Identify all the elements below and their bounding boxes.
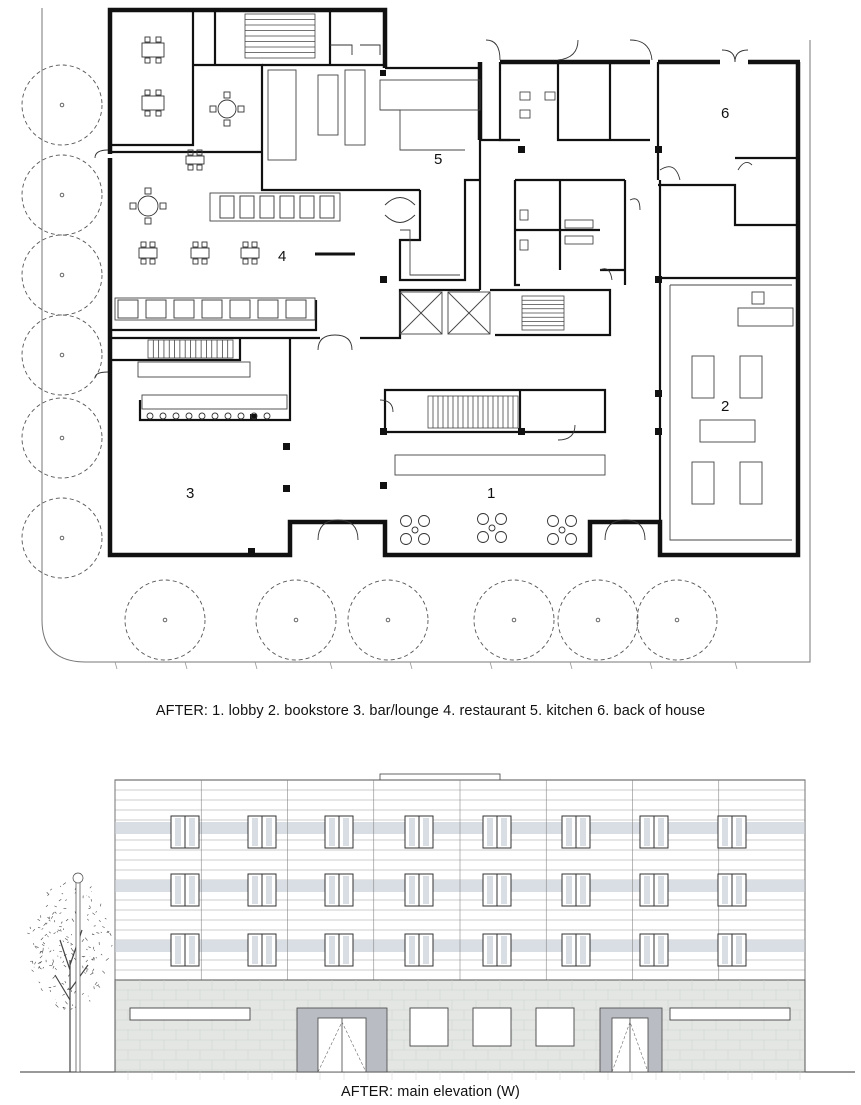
floor-plan-caption: AFTER: 1. lobby 2. bookstore 3. bar/lounge 4. restaurant 5. kitchen 6. back of house xyxy=(155,703,706,719)
bar-stool xyxy=(225,413,231,419)
window-glass xyxy=(722,818,728,846)
tree-leaf xyxy=(61,922,62,924)
table xyxy=(139,248,157,258)
elevation-tree xyxy=(27,883,112,1072)
chair xyxy=(145,111,150,116)
tree-leaf xyxy=(87,919,89,921)
tree-leaf xyxy=(54,933,56,934)
lounge-chair xyxy=(566,534,577,545)
chair xyxy=(150,259,155,264)
tree-leaf xyxy=(41,938,43,940)
tree-leaf xyxy=(85,972,86,973)
tree-leaf xyxy=(46,905,48,907)
window-glass xyxy=(722,936,728,964)
tree-trunk xyxy=(60,103,64,107)
window-glass xyxy=(501,876,507,904)
tree-leaf xyxy=(52,912,54,914)
tree-leaf xyxy=(50,951,52,953)
tree-leaf xyxy=(56,1005,59,1008)
tree-canopy xyxy=(348,580,428,660)
chair xyxy=(145,37,150,42)
tree-leaf xyxy=(106,958,109,960)
tree-leaf xyxy=(98,986,100,988)
tree-leaf xyxy=(59,899,61,901)
tree-leaf xyxy=(58,956,59,957)
booth-seat xyxy=(258,300,278,318)
chair xyxy=(193,259,198,264)
tree-leaf xyxy=(72,919,74,922)
entrance-right xyxy=(600,1008,662,1072)
tree-leaf xyxy=(83,956,85,957)
window-glass xyxy=(343,876,349,904)
interior-walls xyxy=(110,10,798,522)
tree-leaf xyxy=(90,973,93,975)
curb-ticks xyxy=(115,662,737,669)
tree-leaf xyxy=(88,914,89,916)
tree-leaf xyxy=(65,981,66,983)
tree-leaf xyxy=(88,947,90,948)
window-glass xyxy=(343,818,349,846)
room-label-6: 6 xyxy=(721,105,730,122)
window-glass xyxy=(658,876,664,904)
tree-trunk xyxy=(596,618,600,622)
tree-canopy xyxy=(125,580,205,660)
sofa xyxy=(320,196,334,218)
window-glass xyxy=(266,876,272,904)
lounge-chair xyxy=(559,527,565,533)
tree-leaf xyxy=(56,1003,57,1004)
lounge-chair xyxy=(548,516,559,527)
tree-leaf xyxy=(47,892,49,894)
main-elevation xyxy=(0,760,861,1080)
window-glass xyxy=(252,876,258,904)
tree-leaf xyxy=(60,886,61,887)
window-glass xyxy=(722,876,728,904)
tree-leaf xyxy=(66,919,68,921)
lounge-chair xyxy=(401,516,412,527)
tree-leaf xyxy=(39,982,40,983)
round-table xyxy=(138,196,158,216)
chair xyxy=(145,58,150,63)
window-glass xyxy=(423,818,429,846)
window-glass xyxy=(580,818,586,846)
window-glass xyxy=(175,936,181,964)
room-label-2: 2 xyxy=(721,398,730,415)
window-glass xyxy=(409,818,415,846)
street-trees xyxy=(22,65,717,660)
sofa xyxy=(280,196,294,218)
cladding-lines xyxy=(115,780,805,980)
tree-canopy xyxy=(22,155,102,235)
tree-trunk xyxy=(512,618,516,622)
stone-base xyxy=(115,980,805,1072)
bar-stool xyxy=(186,413,192,419)
window-glass xyxy=(644,936,650,964)
tree-leaf xyxy=(32,970,34,972)
tree-leaf xyxy=(42,951,43,953)
tree-leaf xyxy=(33,943,34,945)
tree-leaf xyxy=(101,932,102,933)
tree-leaf xyxy=(89,897,90,898)
lounge-chair xyxy=(412,527,418,533)
room-label-1: 1 xyxy=(487,485,496,502)
tree-leaf xyxy=(27,933,30,934)
chair xyxy=(210,106,216,112)
window-glass xyxy=(501,818,507,846)
window-glass xyxy=(266,818,272,846)
window-glass xyxy=(580,876,586,904)
tree-leaf xyxy=(71,1008,73,1009)
tree-leaf xyxy=(86,960,88,962)
columns xyxy=(248,70,662,555)
tree-leaf xyxy=(94,986,95,989)
tree-leaf xyxy=(90,887,92,889)
bar-stool xyxy=(199,413,205,419)
chair xyxy=(156,58,161,63)
lounge-chair xyxy=(566,516,577,527)
chair xyxy=(141,242,146,247)
elevation-caption: AFTER: main elevation (W) xyxy=(341,1084,520,1100)
tree-leaf xyxy=(93,947,94,950)
tree-leaf xyxy=(63,1007,66,1008)
window-glass xyxy=(189,818,195,846)
bar-stool xyxy=(147,413,153,419)
chair xyxy=(145,188,151,194)
chair xyxy=(145,90,150,95)
round-table xyxy=(218,100,236,118)
window-glass xyxy=(189,876,195,904)
tree-leaf xyxy=(30,961,32,962)
tree-canopy xyxy=(637,580,717,660)
tree-leaf xyxy=(53,986,56,987)
tree-leaf xyxy=(112,945,113,947)
lounge-chair xyxy=(419,534,430,545)
window-glass xyxy=(644,876,650,904)
exterior-walls xyxy=(110,10,800,555)
tree-leaf xyxy=(66,937,68,938)
chair xyxy=(243,242,248,247)
tree-leaf xyxy=(100,904,101,907)
tree-leaf xyxy=(33,929,35,931)
tree-leaf xyxy=(55,912,57,914)
tree-leaf xyxy=(96,911,97,912)
chair xyxy=(130,203,136,209)
tree-leaf xyxy=(35,962,36,965)
tree-leaf xyxy=(85,938,87,941)
table xyxy=(191,248,209,258)
window-glass xyxy=(409,876,415,904)
tree-leaf xyxy=(65,900,67,901)
tree-leaf xyxy=(42,944,44,945)
tree-leaf xyxy=(62,994,64,995)
lounge-chair xyxy=(489,525,495,531)
table xyxy=(142,43,164,57)
tree-leaf xyxy=(58,930,61,931)
tree-canopy xyxy=(22,315,102,395)
fixtures xyxy=(115,70,793,540)
window-glass xyxy=(487,876,493,904)
tree-leaf xyxy=(50,889,52,891)
window-glass xyxy=(252,936,258,964)
tree-leaf xyxy=(82,993,84,994)
tree-leaf xyxy=(49,920,51,921)
tree-leaf xyxy=(110,933,111,936)
sofa xyxy=(240,196,254,218)
tree-leaf xyxy=(38,927,40,928)
tree-leaf xyxy=(38,919,40,920)
tree-canopy xyxy=(22,235,102,315)
tree-leaf xyxy=(93,957,94,960)
window-glass xyxy=(266,936,272,964)
tree-leaf xyxy=(57,931,58,932)
tree-leaf xyxy=(55,968,57,970)
tree-leaf xyxy=(94,926,96,927)
tree-canopy xyxy=(22,498,102,578)
window-glass xyxy=(175,876,181,904)
tree-trunk xyxy=(60,353,64,357)
room-label-5: 5 xyxy=(434,151,443,168)
tree-leaf xyxy=(105,918,107,919)
chair xyxy=(252,259,257,264)
tree-leaf xyxy=(53,966,54,969)
tree-leaf xyxy=(38,966,40,969)
bar-stool xyxy=(264,413,270,419)
room-label-3: 3 xyxy=(186,485,195,502)
window-glass xyxy=(329,818,335,846)
window-glass xyxy=(658,818,664,846)
window-glass xyxy=(189,936,195,964)
tree-leaf xyxy=(61,929,62,931)
tree-leaf xyxy=(54,906,56,907)
tree-leaf xyxy=(40,956,42,958)
window-glass xyxy=(343,936,349,964)
entrance-left xyxy=(297,1008,387,1072)
tree-leaf xyxy=(96,933,99,934)
tree-canopy xyxy=(22,65,102,145)
tree-leaf xyxy=(96,957,97,958)
window-glass xyxy=(566,936,572,964)
tree-canopy xyxy=(558,580,638,660)
chair xyxy=(224,92,230,98)
tree-leaf xyxy=(64,1007,65,1010)
tree-leaf xyxy=(93,969,95,972)
room-label-4: 4 xyxy=(278,248,287,265)
chair xyxy=(238,106,244,112)
chair xyxy=(150,242,155,247)
tree-leaf xyxy=(63,883,66,885)
tree-leaf xyxy=(60,913,62,914)
tree-leaf xyxy=(62,893,63,894)
chair xyxy=(243,259,248,264)
chair xyxy=(202,242,207,247)
window-glass xyxy=(409,936,415,964)
chair xyxy=(224,120,230,126)
tree-leaf xyxy=(53,960,54,963)
tree-leaf xyxy=(92,913,95,915)
tree-trunk xyxy=(675,618,679,622)
booth-seat xyxy=(174,300,194,318)
tree-leaf xyxy=(101,954,102,955)
tree-leaf xyxy=(65,1001,67,1004)
lounge-chair xyxy=(478,532,489,543)
window-glass xyxy=(487,818,493,846)
tree-canopy xyxy=(22,398,102,478)
tree-leaf xyxy=(49,932,51,934)
tree-leaf xyxy=(89,908,91,909)
tree-leaf xyxy=(65,938,68,940)
tree-leaf xyxy=(41,988,43,991)
tree-leaf xyxy=(86,949,87,950)
tree-trunk xyxy=(60,193,64,197)
tree-leaf xyxy=(62,983,64,984)
lounge-chair xyxy=(401,534,412,545)
lounge-chair xyxy=(496,514,507,525)
tree-leaf xyxy=(30,927,31,929)
tree-leaf xyxy=(82,939,84,942)
tree-leaf xyxy=(71,943,72,944)
tree-leaf xyxy=(53,962,54,965)
tree-leaf xyxy=(43,942,45,944)
window-glass xyxy=(566,876,572,904)
lounge-chair xyxy=(478,514,489,525)
tree-trunk xyxy=(386,618,390,622)
lounge-chair xyxy=(548,534,559,545)
tree-trunk xyxy=(60,273,64,277)
booth-seat xyxy=(202,300,222,318)
window-glass xyxy=(566,818,572,846)
window-glass xyxy=(736,936,742,964)
tree-canopy xyxy=(474,580,554,660)
bar-stool xyxy=(212,413,218,419)
tree-leaf xyxy=(67,942,69,943)
tree-trunk xyxy=(60,436,64,440)
tree-leaf xyxy=(51,916,52,919)
booth-seat xyxy=(286,300,306,318)
window-glass xyxy=(329,876,335,904)
tree-leaf xyxy=(42,929,44,930)
window-glass xyxy=(501,936,507,964)
tree-leaf xyxy=(95,982,97,985)
tree-leaf xyxy=(48,917,51,919)
tree-trunk xyxy=(294,618,298,622)
booth-seat xyxy=(146,300,166,318)
table xyxy=(186,156,204,164)
window-glass xyxy=(658,936,664,964)
tree-leaf xyxy=(86,969,88,970)
window-glass xyxy=(736,818,742,846)
window-glass xyxy=(736,876,742,904)
tree-leaf xyxy=(102,971,105,974)
tree-leaf xyxy=(75,991,76,993)
window-glass xyxy=(487,936,493,964)
tree-canopy xyxy=(256,580,336,660)
tree-leaf xyxy=(71,944,73,945)
table xyxy=(241,248,259,258)
tree-leaf xyxy=(53,976,56,979)
tree-leaf xyxy=(94,950,95,951)
chair xyxy=(188,165,193,170)
bar-stool xyxy=(160,413,166,419)
window-glass xyxy=(644,818,650,846)
sofa xyxy=(260,196,274,218)
chair xyxy=(202,259,207,264)
lamp-post xyxy=(76,875,80,1072)
tree-trunk xyxy=(163,618,167,622)
window-glass xyxy=(423,936,429,964)
chair xyxy=(156,111,161,116)
chair xyxy=(252,242,257,247)
window-glass xyxy=(580,936,586,964)
table xyxy=(142,96,164,110)
tree-leaf xyxy=(102,927,104,928)
chair xyxy=(141,259,146,264)
window-glass xyxy=(175,818,181,846)
tree-leaf xyxy=(64,965,66,967)
chair xyxy=(156,90,161,95)
tree-leaf xyxy=(71,948,73,951)
tree-leaf xyxy=(92,934,94,935)
lamp-head xyxy=(73,873,83,883)
tree-leaf xyxy=(89,906,90,908)
roof-parapet xyxy=(380,774,500,780)
tree-leaf xyxy=(43,967,44,968)
bar-stool xyxy=(173,413,179,419)
sofa xyxy=(220,196,234,218)
tree-leaf xyxy=(35,946,37,949)
chair xyxy=(156,37,161,42)
chair xyxy=(160,203,166,209)
site-boundary xyxy=(42,8,810,662)
room-labels xyxy=(186,105,729,502)
tree-trunk xyxy=(60,536,64,540)
tree-leaf xyxy=(45,934,47,936)
window-glass xyxy=(329,936,335,964)
tree-leaf xyxy=(48,936,49,938)
booth-seat xyxy=(118,300,138,318)
lounge-chair xyxy=(419,516,430,527)
lounge-chair xyxy=(496,532,507,543)
window-glass xyxy=(252,818,258,846)
toilet-fixtures xyxy=(520,92,593,250)
sofa xyxy=(300,196,314,218)
chair xyxy=(193,242,198,247)
chair xyxy=(197,165,202,170)
tree-leaf xyxy=(36,946,38,948)
tree-leaf xyxy=(63,961,64,963)
booth-seat xyxy=(230,300,250,318)
tree-leaf xyxy=(99,920,101,921)
window-glass xyxy=(423,876,429,904)
tree-leaf xyxy=(63,941,64,942)
chair xyxy=(145,218,151,224)
bar-stool xyxy=(238,413,244,419)
